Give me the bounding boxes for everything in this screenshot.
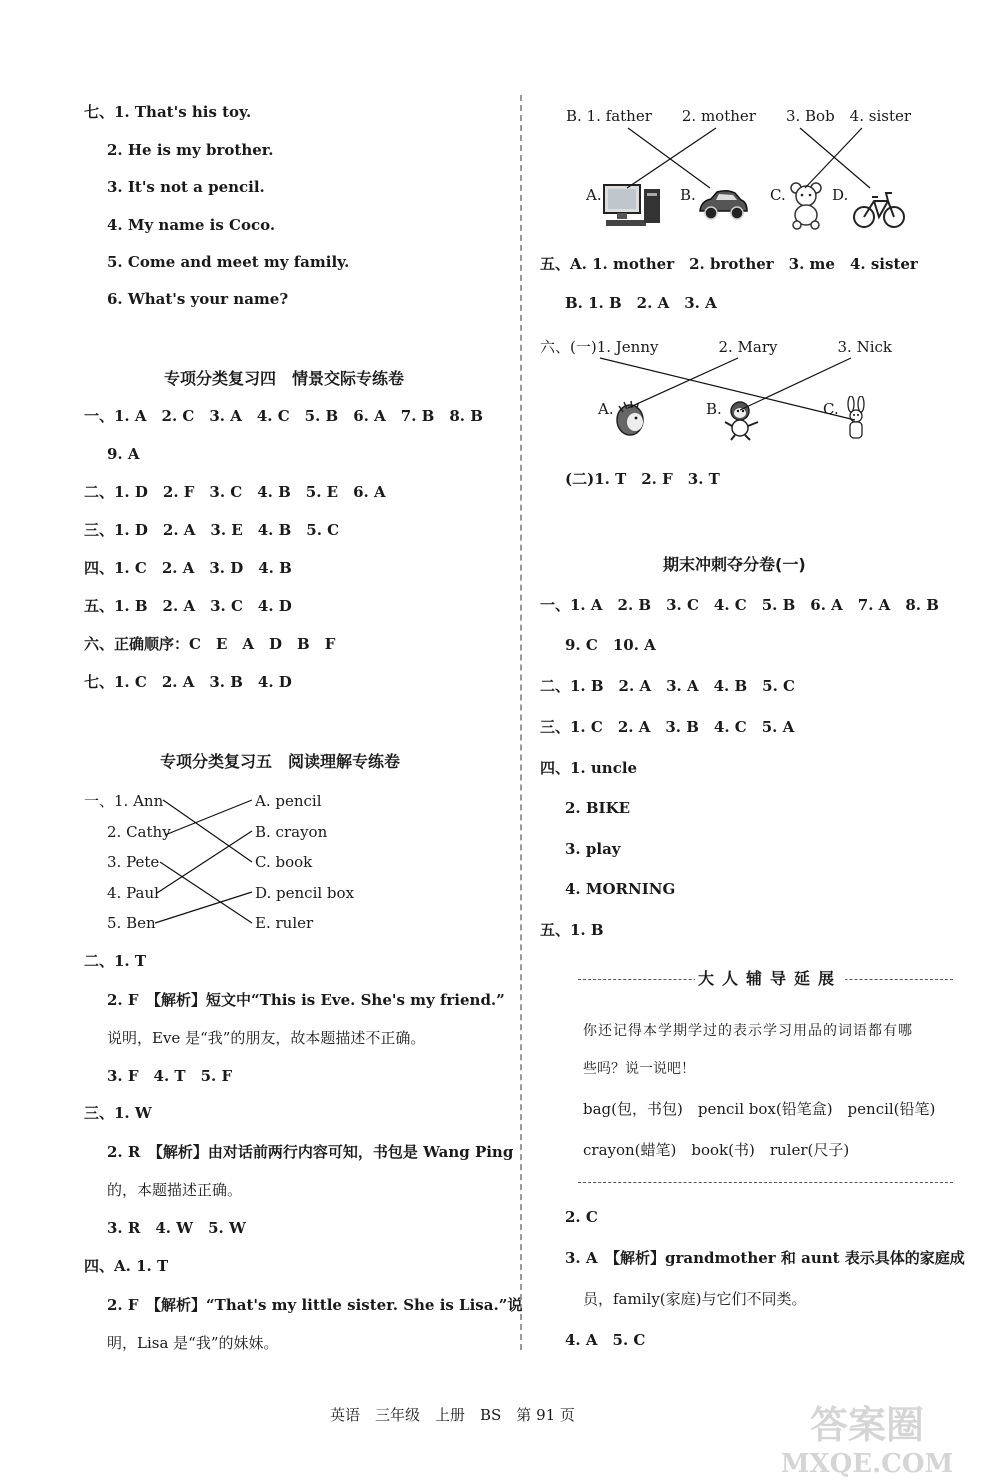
final-4b: 2. BIKE [565, 799, 631, 817]
s4-row-4: 四、1. C 2. A 3. D 4. B [84, 559, 292, 577]
final-5: 五、1. B [540, 921, 604, 939]
r6-label-c: C. [823, 400, 839, 418]
right-5a: 五、A. 1. mother 2. brother 3. me 4. sister [540, 255, 918, 273]
box-line-4: crayon(蜡笔) book(书) ruler(尺子) [583, 1141, 850, 1159]
s4-row-1b: 9. A [107, 445, 140, 463]
watermark-logo [742, 1400, 992, 1480]
q7-line-5: 5. Come and meet my family. [107, 253, 350, 271]
final-title: 期末冲刺夺分卷(一) [663, 555, 806, 574]
watermark-line-1: 答案圈 [809, 1402, 925, 1447]
match-name-1: 一、1. Ann [84, 792, 164, 810]
right-6b: (二)1. T 2. F 3. T [565, 470, 720, 488]
s5-line-5: 三、1. W [84, 1104, 152, 1122]
s5-line-7: 的，本题描述正确。 [107, 1181, 243, 1199]
pic-label-b: B. [680, 186, 696, 204]
b-row: B. 1. father 2. mother 3. Bob 4. sister [566, 107, 912, 125]
match-name-5: 5. Ben [107, 914, 156, 932]
g-2: 2. C [565, 1208, 598, 1226]
s4-row-3: 三、1. D 2. A 3. E 4. B 5. C [84, 521, 340, 539]
q7-line-3: 3. It's not a pencil. [107, 178, 265, 196]
final-4c: 3. play [565, 840, 621, 858]
s5-line-10: 2. F 【解析】“That's my little sister. She is Lisa.”说 [107, 1296, 523, 1314]
s4-row-6: 六、正确顺序：C E A D B F [84, 635, 336, 653]
right-6-names: 六、(一)1. Jenny 2. Mary 3. Nick [540, 338, 892, 356]
s5-line-3: 说明，Eve 是“我”的朋友，故本题描述不正确。 [107, 1029, 426, 1047]
g-3b: 员，family(家庭)与它们不同类。 [583, 1290, 807, 1308]
s5-line-11: 明，Lisa 是“我”的妹妹。 [107, 1334, 279, 1352]
g-4: 4. A 5. C [565, 1331, 646, 1349]
box-title: 大人辅导延展 [695, 966, 845, 992]
final-4d: 4. MORNING [565, 880, 676, 898]
g-3a: 3. A 【解析】grandmother 和 aunt 表示具体的家庭成 [565, 1249, 965, 1267]
match-item-e: E. ruler [255, 914, 314, 932]
box-bottom-rule [578, 1182, 953, 1183]
match-item-a: A. pencil [255, 792, 322, 810]
pic-label-c: C. [770, 186, 786, 204]
s4-row-2: 二、1. D 2. F 3. C 4. B 5. E 6. A [84, 483, 386, 501]
s4-row-5: 五、1. B 2. A 3. C 4. D [84, 597, 292, 615]
match-item-b: B. crayon [255, 823, 328, 841]
q7-line-4: 4. My name is Coco. [107, 216, 276, 234]
r6-label-b: B. [706, 400, 722, 418]
match-name-3: 3. Pete [107, 853, 160, 871]
box-line-2: 些吗？说一说吧！ [583, 1061, 695, 1077]
s5-line-6: 2. R 【解析】由对话前两行内容可知，书包是 Wang Ping [107, 1143, 514, 1161]
watermark-line-2: MXQE.COM [780, 1449, 954, 1479]
final-4: 四、1. uncle [540, 759, 638, 777]
q7-line-2: 2. He is my brother. [107, 141, 274, 159]
final-1: 一、1. A 2. B 3. C 4. C 5. B 6. A 7. A 8. B [540, 596, 939, 614]
final-1b: 9. C 10. A [565, 636, 656, 654]
pic-label-a: A. [586, 186, 602, 204]
match-name-2: 2. Cathy [107, 823, 171, 841]
q7-line-6: 6. What's your name? [107, 290, 289, 308]
box-line-1: 你还记得本学期学过的表示学习用品的词语都有哪 [583, 1023, 913, 1039]
s4-row-1: 一、1. A 2. C 3. A 4. C 5. B 6. A 7. B 8. B [84, 407, 483, 425]
page-footer: 英语 三年级 上册 BS 第 91 页 [330, 1406, 575, 1424]
pic-label-d: D. [832, 186, 849, 204]
section-title-4: 专项分类复习四 情景交际专练卷 [164, 369, 405, 388]
q7-line-1: 七、1. That's his toy. [84, 103, 252, 121]
s5-line-8: 3. R 4. W 5. W [107, 1219, 246, 1237]
final-3: 三、1. C 2. A 3. B 4. C 5. A [540, 718, 795, 736]
final-2: 二、1. B 2. A 3. A 4. B 5. C [540, 677, 795, 695]
match-item-c: C. book [255, 853, 313, 871]
match-name-4: 4. Paul [107, 884, 159, 902]
match-item-d: D. pencil box [255, 884, 355, 902]
right-5b: B. 1. B 2. A 3. A [565, 294, 717, 312]
s5-line-1: 二、1. T [84, 952, 147, 970]
box-line-3: bag(包，书包) pencil box(铅笔盒) pencil(铅笔) [583, 1100, 936, 1118]
s4-row-7: 七、1. C 2. A 3. B 4. D [84, 673, 292, 691]
s5-line-2: 2. F 【解析】短文中“This is Eve. She's my friend.” [107, 991, 505, 1009]
section-title-5: 专项分类复习五 阅读理解专练卷 [160, 752, 401, 771]
r6-label-a: A. [598, 400, 614, 418]
s5-line-4: 3. F 4. T 5. F [107, 1067, 233, 1085]
s5-line-9: 四、A. 1. T [84, 1257, 169, 1275]
